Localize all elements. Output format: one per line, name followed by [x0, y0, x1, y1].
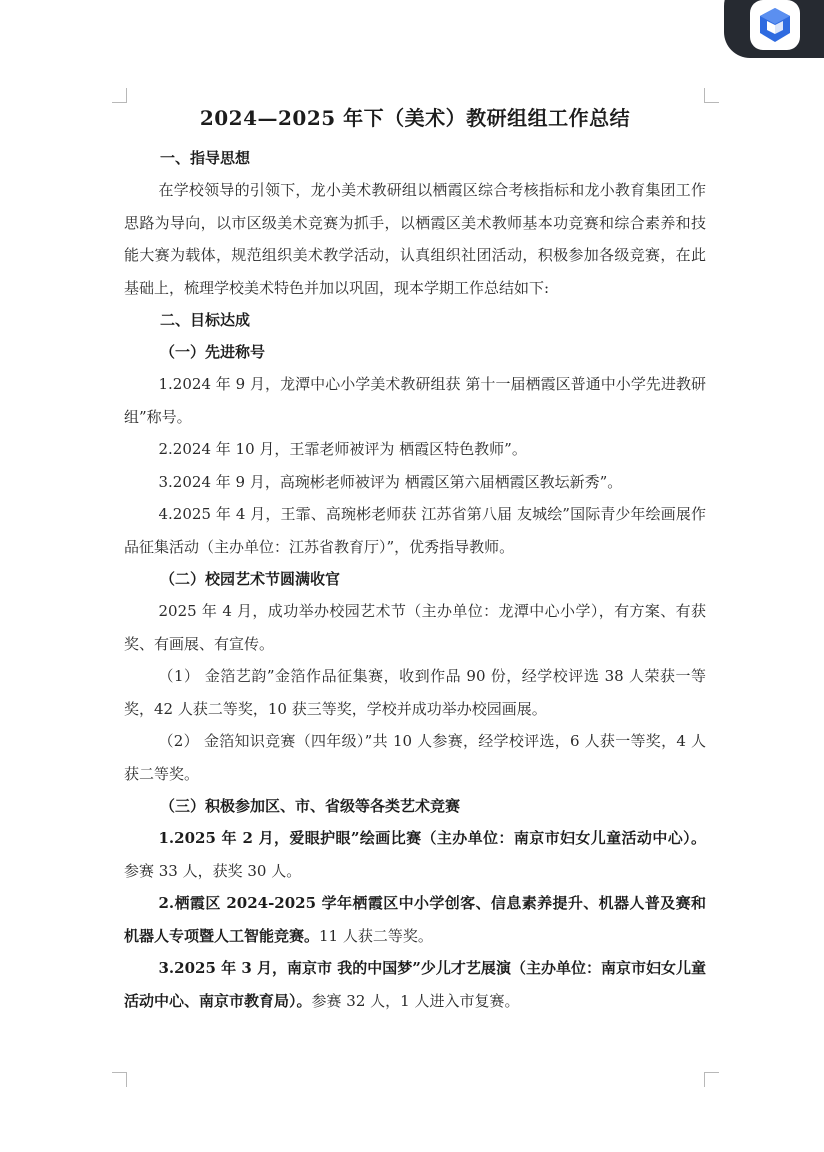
- subsection-heading-competitions: （三）积极参加区、市、省级等各类艺术竞赛: [160, 797, 461, 815]
- section-heading-goals: 二、目标达成: [160, 311, 251, 329]
- app-badge[interactable]: [724, 0, 824, 58]
- competition-item-bold: 1.2025 年 2 月，爱眼护眼”绘画比赛（主办单位：南京市妇女儿童活动中心）。: [158, 829, 706, 847]
- honor-item: 3.2024 年 9 月，高琬彬老师被评为 栖霞区第六届栖霞区教坛新秀”。: [158, 472, 623, 491]
- competition-item-text: 参赛 33 人，获奖 30 人。: [124, 861, 302, 880]
- festival-item: （1） 金箔艺韵”金箔作品征集赛，收到作品 90 份，经学校评选 38 人荣获一等奖，42 人获二等奖，10 获三等奖，学校并成功举办校园画展。: [124, 667, 706, 718]
- competition-item-text: 参赛 32 人，1 人进入市复赛。: [311, 991, 520, 1010]
- competition-item-text: 11 人获二等奖。: [319, 926, 433, 945]
- competition-item-bold: 3.2025 年 3 月，南京市 我的中国梦”少儿才艺展演（主办单位：南京市妇女儿童活动中心、南京市教育局）。: [124, 959, 706, 1010]
- festival-item: （2） 金箔知识竞赛（四年级）”共 10 人参赛，经学校评选，6 人获一等奖，4 人获二等奖。: [124, 732, 706, 783]
- festival-item: 2025 年 4 月，成功举办校园艺术节（主办单位：龙潭中心小学），有方案、有获奖、有画展、有宣传。: [124, 602, 706, 653]
- app-logo-icon: [750, 0, 800, 50]
- honor-item: 2.2024 年 10 月，王霏老师被评为 栖霞区特色教师”。: [158, 440, 527, 458]
- crop-mark-top-right: [704, 88, 719, 103]
- document-title: 2024—2025 年下（美术）教研组组工作总结: [199, 106, 631, 130]
- subsection-heading-art-festival: （二）校园艺术节圆满收官: [160, 570, 341, 588]
- document-body: [124, 100, 706, 1017]
- honor-item: 1.2024 年 9 月，龙潭中心小学美术教研组获 第十一届栖霞区普通中小学先进教研组”称号。: [124, 375, 706, 426]
- subsection-heading-honors: （一）先进称号: [160, 343, 266, 361]
- competition-item: [124, 822, 706, 887]
- crop-mark-bottom-left: [112, 1072, 127, 1087]
- crop-mark-bottom-right: [704, 1072, 719, 1087]
- honor-item: 4.2025 年 4 月，王霏、高琬彬老师获 江苏省第八届 友城绘”国际青少年绘画展作品征集活动（主办单位：江苏省教育厅）”，优秀指导教师。: [124, 505, 706, 556]
- competition-item: [124, 952, 706, 1017]
- section-heading-guiding-thought: 一、指导思想: [160, 149, 251, 167]
- competition-item-bold: 2.栖霞区 2024-2025 学年栖霞区中小学创客、信息素养提升、机器人普及赛和机器人专项暨人工智能竞赛。: [124, 894, 706, 945]
- paragraph-guiding-thought: 在学校领导的引领下，龙小美术教研组以栖霞区综合考核指标和龙小教育集团工作思路为导向，以市区级美术竞赛为抓手，以栖霞区美术教师基本功竞赛和综合素养和技能大赛为载体，规范组织美术教学活动，认真组织社团活动，积极参加各级竞赛，在此基础上，梳理学校美术特色并加以巩固，现本学期工作总结如下:: [124, 181, 706, 297]
- competition-item: [124, 887, 706, 952]
